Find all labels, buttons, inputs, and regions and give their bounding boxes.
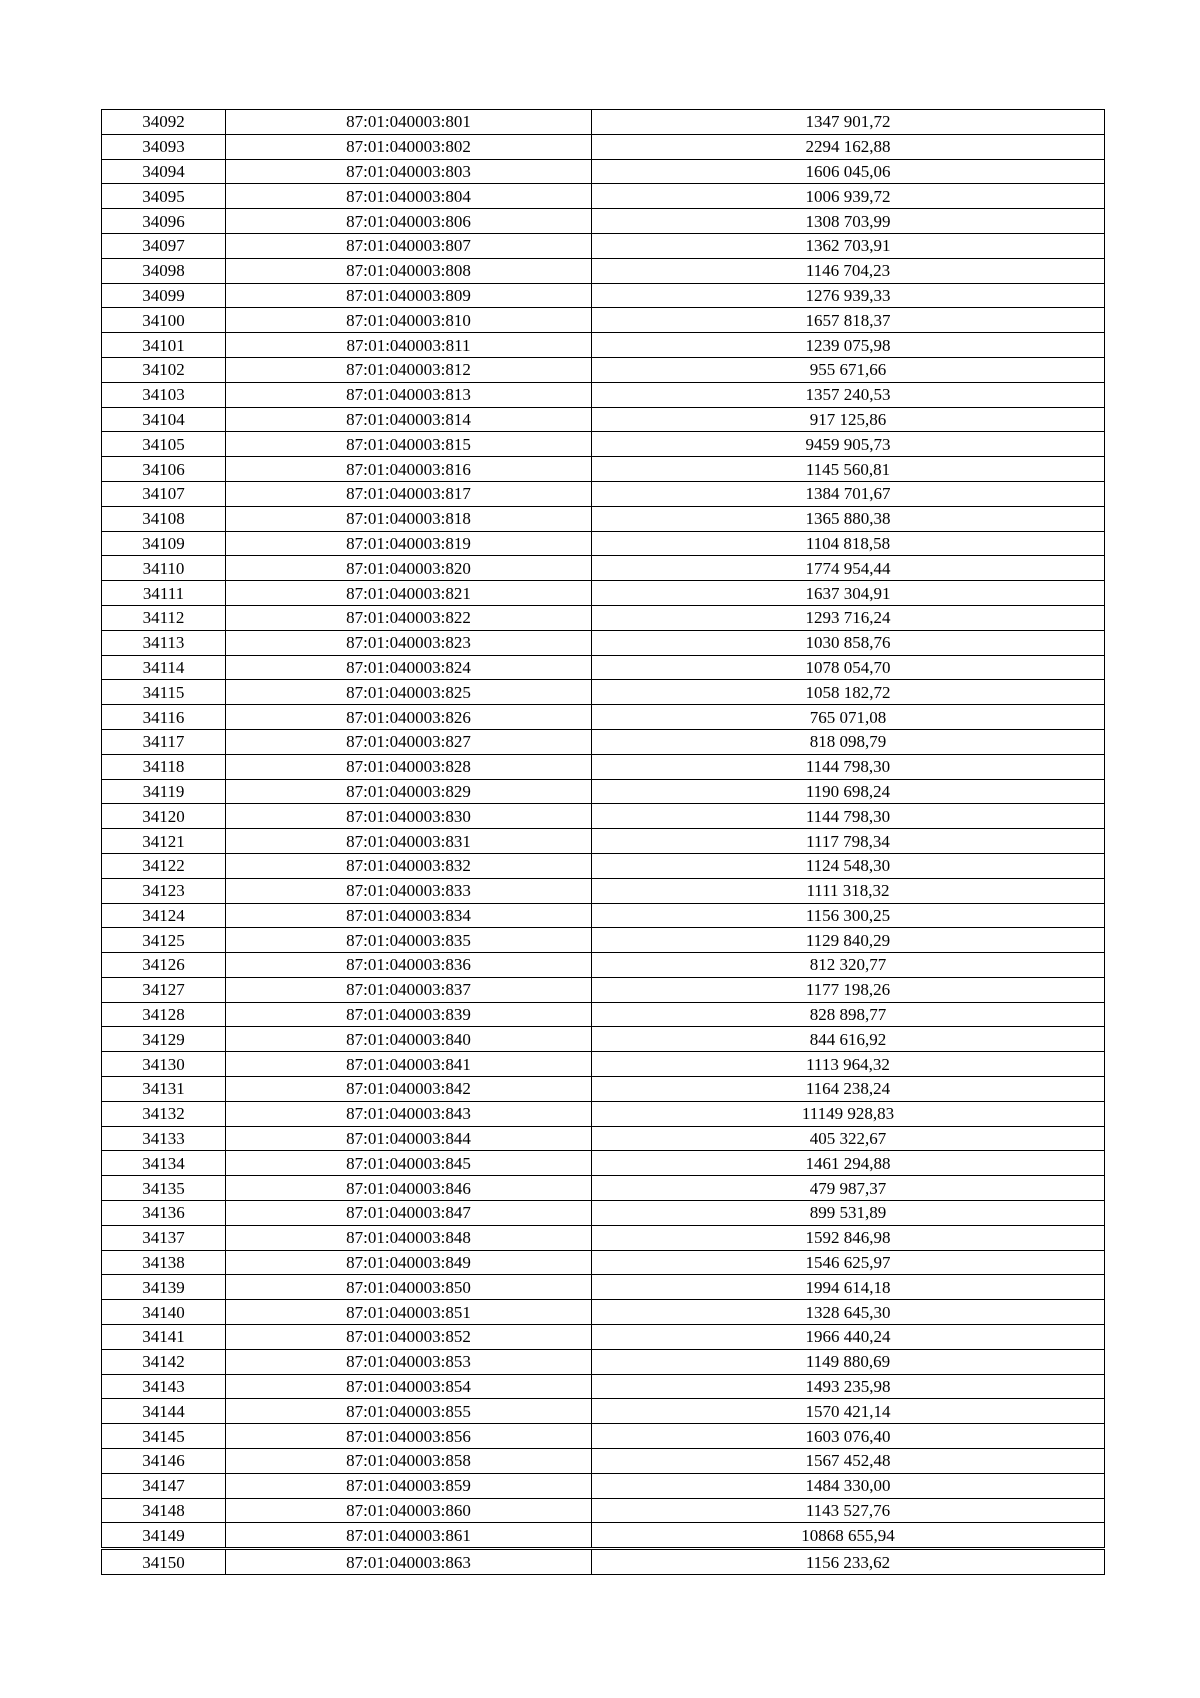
table-row xyxy=(102,1027,1105,1052)
cadastral-number-cell: 87:01:040003:843 xyxy=(226,1101,592,1126)
table-row xyxy=(102,1151,1105,1176)
row-number-cell: 34100 xyxy=(102,308,226,333)
table-row xyxy=(102,184,1105,209)
cadastral-number-cell: 87:01:040003:810 xyxy=(226,308,592,333)
cadastral-number-cell: 87:01:040003:823 xyxy=(226,630,592,655)
row-number-cell: 34140 xyxy=(102,1300,226,1325)
cadastral-value-cell: 1774 954,44 xyxy=(592,556,1105,581)
table-row xyxy=(102,630,1105,655)
row-number-cell: 34135 xyxy=(102,1176,226,1201)
row-number-cell: 34121 xyxy=(102,829,226,854)
table-row xyxy=(102,1424,1105,1449)
cadastral-number-cell: 87:01:040003:839 xyxy=(226,1002,592,1027)
cadastral-number-cell: 87:01:040003:818 xyxy=(226,506,592,531)
row-number-cell: 34150 xyxy=(102,1549,226,1575)
cadastral-number-cell: 87:01:040003:847 xyxy=(226,1201,592,1226)
table-row xyxy=(102,308,1105,333)
table-body xyxy=(102,110,1105,1575)
row-number-cell: 34108 xyxy=(102,506,226,531)
cadastral-value-cell: 1177 198,26 xyxy=(592,977,1105,1002)
cadastral-number-cell: 87:01:040003:815 xyxy=(226,432,592,457)
cadastral-value-cell: 1570 421,14 xyxy=(592,1399,1105,1424)
cadastral-number-cell: 87:01:040003:854 xyxy=(226,1374,592,1399)
table-row xyxy=(102,1523,1105,1549)
cadastral-value-cell: 1149 880,69 xyxy=(592,1349,1105,1374)
cadastral-value-cell: 1145 560,81 xyxy=(592,457,1105,482)
row-number-cell: 34111 xyxy=(102,581,226,606)
cadastral-number-cell: 87:01:040003:811 xyxy=(226,333,592,358)
cadastral-number-cell: 87:01:040003:828 xyxy=(226,754,592,779)
cadastral-value-cell: 1657 818,37 xyxy=(592,308,1105,333)
cadastral-number-cell: 87:01:040003:856 xyxy=(226,1424,592,1449)
cadastral-number-cell: 87:01:040003:819 xyxy=(226,531,592,556)
row-number-cell: 34144 xyxy=(102,1399,226,1424)
cadastral-number-cell: 87:01:040003:829 xyxy=(226,779,592,804)
cadastral-value-cell: 1637 304,91 xyxy=(592,581,1105,606)
table-row xyxy=(102,754,1105,779)
cadastral-number-cell: 87:01:040003:844 xyxy=(226,1126,592,1151)
cadastral-number-cell: 87:01:040003:809 xyxy=(226,283,592,308)
table-row xyxy=(102,357,1105,382)
cadastral-number-cell: 87:01:040003:813 xyxy=(226,382,592,407)
cadastral-value-cell: 1308 703,99 xyxy=(592,209,1105,234)
row-number-cell: 34127 xyxy=(102,977,226,1002)
cadastral-value-cell: 1104 818,58 xyxy=(592,531,1105,556)
table-row xyxy=(102,481,1105,506)
row-number-cell: 34137 xyxy=(102,1225,226,1250)
row-number-cell: 34096 xyxy=(102,209,226,234)
table-row xyxy=(102,1225,1105,1250)
cadastral-number-cell: 87:01:040003:858 xyxy=(226,1449,592,1474)
cadastral-number-cell: 87:01:040003:861 xyxy=(226,1523,592,1549)
row-number-cell: 34109 xyxy=(102,531,226,556)
cadastral-value-cell: 1078 054,70 xyxy=(592,655,1105,680)
row-number-cell: 34122 xyxy=(102,853,226,878)
table-row xyxy=(102,110,1105,135)
row-number-cell: 34103 xyxy=(102,382,226,407)
row-number-cell: 34113 xyxy=(102,630,226,655)
row-number-cell: 34114 xyxy=(102,655,226,680)
cadastral-number-cell: 87:01:040003:849 xyxy=(226,1250,592,1275)
cadastral-number-cell: 87:01:040003:860 xyxy=(226,1498,592,1523)
cadastral-value-cell: 1111 318,32 xyxy=(592,878,1105,903)
cadastral-value-cell: 1058 182,72 xyxy=(592,680,1105,705)
cadastral-value-cell: 1156 233,62 xyxy=(592,1549,1105,1575)
row-number-cell: 34119 xyxy=(102,779,226,804)
cadastral-number-cell: 87:01:040003:830 xyxy=(226,804,592,829)
table-row xyxy=(102,1473,1105,1498)
row-number-cell: 34116 xyxy=(102,705,226,730)
cadastral-value-cell: 1461 294,88 xyxy=(592,1151,1105,1176)
cadastral-number-cell: 87:01:040003:824 xyxy=(226,655,592,680)
table-row xyxy=(102,804,1105,829)
cadastral-value-cell: 1117 798,34 xyxy=(592,829,1105,854)
table-row xyxy=(102,680,1105,705)
cadastral-value-cell: 1006 939,72 xyxy=(592,184,1105,209)
table-row xyxy=(102,1498,1105,1523)
cadastral-value-cell: 1030 858,76 xyxy=(592,630,1105,655)
table-row xyxy=(102,1325,1105,1350)
table-row xyxy=(102,903,1105,928)
table-row xyxy=(102,729,1105,754)
cadastral-value-cell: 1190 698,24 xyxy=(592,779,1105,804)
cadastral-value-cell: 1606 045,06 xyxy=(592,159,1105,184)
cadastral-number-cell: 87:01:040003:804 xyxy=(226,184,592,209)
row-number-cell: 34132 xyxy=(102,1101,226,1126)
row-number-cell: 34102 xyxy=(102,357,226,382)
row-number-cell: 34143 xyxy=(102,1374,226,1399)
cadastral-value-cell: 1124 548,30 xyxy=(592,853,1105,878)
cadastral-value-cell: 1357 240,53 xyxy=(592,382,1105,407)
row-number-cell: 34101 xyxy=(102,333,226,358)
cadastral-number-cell: 87:01:040003:852 xyxy=(226,1325,592,1350)
table-row xyxy=(102,1374,1105,1399)
cadastral-number-cell: 87:01:040003:835 xyxy=(226,928,592,953)
table-row xyxy=(102,1549,1105,1575)
table-row xyxy=(102,1052,1105,1077)
row-number-cell: 34134 xyxy=(102,1151,226,1176)
cadastral-value-cell: 11149 928,83 xyxy=(592,1101,1105,1126)
row-number-cell: 34147 xyxy=(102,1473,226,1498)
row-number-cell: 34139 xyxy=(102,1275,226,1300)
table-row xyxy=(102,928,1105,953)
cadastral-value-cell: 10868 655,94 xyxy=(592,1523,1105,1549)
row-number-cell: 34107 xyxy=(102,481,226,506)
table-row xyxy=(102,1300,1105,1325)
table-row xyxy=(102,705,1105,730)
table-row xyxy=(102,382,1105,407)
row-number-cell: 34098 xyxy=(102,258,226,283)
row-number-cell: 34125 xyxy=(102,928,226,953)
table-row xyxy=(102,1349,1105,1374)
table-row xyxy=(102,506,1105,531)
cadastral-value-cell: 917 125,86 xyxy=(592,407,1105,432)
table-row xyxy=(102,1002,1105,1027)
row-number-cell: 34092 xyxy=(102,110,226,135)
row-number-cell: 34128 xyxy=(102,1002,226,1027)
cadastral-value-cell: 1365 880,38 xyxy=(592,506,1105,531)
cadastral-number-cell: 87:01:040003:863 xyxy=(226,1549,592,1575)
row-number-cell: 34145 xyxy=(102,1424,226,1449)
row-number-cell: 34146 xyxy=(102,1449,226,1474)
cadastral-value-cell: 1592 846,98 xyxy=(592,1225,1105,1250)
table-row xyxy=(102,432,1105,457)
cadastral-number-cell: 87:01:040003:812 xyxy=(226,357,592,382)
cadastral-number-cell: 87:01:040003:801 xyxy=(226,110,592,135)
cadastral-number-cell: 87:01:040003:851 xyxy=(226,1300,592,1325)
cadastral-value-cell: 1603 076,40 xyxy=(592,1424,1105,1449)
row-number-cell: 34131 xyxy=(102,1077,226,1102)
cadastral-number-cell: 87:01:040003:859 xyxy=(226,1473,592,1498)
row-number-cell: 34105 xyxy=(102,432,226,457)
cadastral-value-cell: 1384 701,67 xyxy=(592,481,1105,506)
cadastral-number-cell: 87:01:040003:816 xyxy=(226,457,592,482)
table-row xyxy=(102,1275,1105,1300)
cadastral-value-cell: 1239 075,98 xyxy=(592,333,1105,358)
cadastral-value-cell: 1966 440,24 xyxy=(592,1325,1105,1350)
row-number-cell: 34095 xyxy=(102,184,226,209)
table-row xyxy=(102,556,1105,581)
cadastral-value-cell: 405 322,67 xyxy=(592,1126,1105,1151)
cadastral-number-cell: 87:01:040003:833 xyxy=(226,878,592,903)
table-row xyxy=(102,1250,1105,1275)
row-number-cell: 34118 xyxy=(102,754,226,779)
cadastral-number-cell: 87:01:040003:822 xyxy=(226,605,592,630)
cadastral-value-cell: 765 071,08 xyxy=(592,705,1105,730)
cadastral-value-cell: 1146 704,23 xyxy=(592,258,1105,283)
table-row xyxy=(102,853,1105,878)
table-row xyxy=(102,233,1105,258)
table-row xyxy=(102,159,1105,184)
cadastral-number-cell: 87:01:040003:820 xyxy=(226,556,592,581)
cadastral-number-cell: 87:01:040003:855 xyxy=(226,1399,592,1424)
cadastral-number-cell: 87:01:040003:803 xyxy=(226,159,592,184)
cadastral-value-table xyxy=(101,109,1105,1575)
table-row xyxy=(102,655,1105,680)
cadastral-number-cell: 87:01:040003:846 xyxy=(226,1176,592,1201)
table-row xyxy=(102,779,1105,804)
cadastral-number-cell: 87:01:040003:802 xyxy=(226,134,592,159)
cadastral-number-cell: 87:01:040003:831 xyxy=(226,829,592,854)
row-number-cell: 34115 xyxy=(102,680,226,705)
cadastral-value-cell: 1293 716,24 xyxy=(592,605,1105,630)
cadastral-number-cell: 87:01:040003:850 xyxy=(226,1275,592,1300)
row-number-cell: 34099 xyxy=(102,283,226,308)
cadastral-value-cell: 1143 527,76 xyxy=(592,1498,1105,1523)
row-number-cell: 34141 xyxy=(102,1325,226,1350)
row-number-cell: 34138 xyxy=(102,1250,226,1275)
cadastral-value-cell: 479 987,37 xyxy=(592,1176,1105,1201)
table-row xyxy=(102,209,1105,234)
row-number-cell: 34133 xyxy=(102,1126,226,1151)
row-number-cell: 34112 xyxy=(102,605,226,630)
cadastral-value-cell: 1276 939,33 xyxy=(592,283,1105,308)
cadastral-number-cell: 87:01:040003:836 xyxy=(226,953,592,978)
table-row xyxy=(102,1126,1105,1151)
cadastral-number-cell: 87:01:040003:848 xyxy=(226,1225,592,1250)
cadastral-number-cell: 87:01:040003:840 xyxy=(226,1027,592,1052)
cadastral-value-cell: 1362 703,91 xyxy=(592,233,1105,258)
cadastral-number-cell: 87:01:040003:808 xyxy=(226,258,592,283)
cadastral-number-cell: 87:01:040003:845 xyxy=(226,1151,592,1176)
cadastral-number-cell: 87:01:040003:837 xyxy=(226,977,592,1002)
cadastral-value-cell: 1328 645,30 xyxy=(592,1300,1105,1325)
cadastral-value-cell: 1994 614,18 xyxy=(592,1275,1105,1300)
cadastral-value-cell: 9459 905,73 xyxy=(592,432,1105,457)
row-number-cell: 34123 xyxy=(102,878,226,903)
cadastral-value-cell: 1113 964,32 xyxy=(592,1052,1105,1077)
cadastral-number-cell: 87:01:040003:842 xyxy=(226,1077,592,1102)
cadastral-number-cell: 87:01:040003:806 xyxy=(226,209,592,234)
row-number-cell: 34148 xyxy=(102,1498,226,1523)
cadastral-number-cell: 87:01:040003:825 xyxy=(226,680,592,705)
cadastral-value-cell: 812 320,77 xyxy=(592,953,1105,978)
row-number-cell: 34097 xyxy=(102,233,226,258)
cadastral-value-cell: 1144 798,30 xyxy=(592,804,1105,829)
cadastral-value-cell: 1144 798,30 xyxy=(592,754,1105,779)
cadastral-number-cell: 87:01:040003:817 xyxy=(226,481,592,506)
cadastral-value-cell: 1493 235,98 xyxy=(592,1374,1105,1399)
table-row xyxy=(102,953,1105,978)
cadastral-value-cell: 1156 300,25 xyxy=(592,903,1105,928)
row-number-cell: 34142 xyxy=(102,1349,226,1374)
cadastral-number-cell: 87:01:040003:814 xyxy=(226,407,592,432)
row-number-cell: 34130 xyxy=(102,1052,226,1077)
table-row xyxy=(102,457,1105,482)
cadastral-value-cell: 1164 238,24 xyxy=(592,1077,1105,1102)
table-row xyxy=(102,1399,1105,1424)
table-row xyxy=(102,1201,1105,1226)
cadastral-value-cell: 1129 840,29 xyxy=(592,928,1105,953)
table-row xyxy=(102,605,1105,630)
row-number-cell: 34126 xyxy=(102,953,226,978)
cadastral-number-cell: 87:01:040003:832 xyxy=(226,853,592,878)
table-row xyxy=(102,258,1105,283)
cadastral-number-cell: 87:01:040003:826 xyxy=(226,705,592,730)
row-number-cell: 34136 xyxy=(102,1201,226,1226)
table-row xyxy=(102,977,1105,1002)
cadastral-number-cell: 87:01:040003:834 xyxy=(226,903,592,928)
row-number-cell: 34120 xyxy=(102,804,226,829)
cadastral-value-cell: 2294 162,88 xyxy=(592,134,1105,159)
row-number-cell: 34124 xyxy=(102,903,226,928)
cadastral-value-cell: 844 616,92 xyxy=(592,1027,1105,1052)
table-row xyxy=(102,1101,1105,1126)
cadastral-number-cell: 87:01:040003:841 xyxy=(226,1052,592,1077)
row-number-cell: 34106 xyxy=(102,457,226,482)
table-row xyxy=(102,134,1105,159)
cadastral-value-cell: 828 898,77 xyxy=(592,1002,1105,1027)
row-number-cell: 34110 xyxy=(102,556,226,581)
row-number-cell: 34104 xyxy=(102,407,226,432)
table-row xyxy=(102,1176,1105,1201)
cadastral-value-cell: 1347 901,72 xyxy=(592,110,1105,135)
row-number-cell: 34149 xyxy=(102,1523,226,1549)
cadastral-number-cell: 87:01:040003:807 xyxy=(226,233,592,258)
row-number-cell: 34129 xyxy=(102,1027,226,1052)
table-row xyxy=(102,581,1105,606)
cadastral-value-cell: 818 098,79 xyxy=(592,729,1105,754)
table-row xyxy=(102,333,1105,358)
cadastral-number-cell: 87:01:040003:853 xyxy=(226,1349,592,1374)
table-row xyxy=(102,878,1105,903)
row-number-cell: 34093 xyxy=(102,134,226,159)
table-row xyxy=(102,407,1105,432)
cadastral-value-cell: 955 671,66 xyxy=(592,357,1105,382)
row-number-cell: 34094 xyxy=(102,159,226,184)
cadastral-value-cell: 1546 625,97 xyxy=(592,1250,1105,1275)
table-row xyxy=(102,1077,1105,1102)
cadastral-value-cell: 1484 330,00 xyxy=(592,1473,1105,1498)
table-row xyxy=(102,531,1105,556)
table-row xyxy=(102,829,1105,854)
cadastral-number-cell: 87:01:040003:827 xyxy=(226,729,592,754)
table-row xyxy=(102,1449,1105,1474)
row-number-cell: 34117 xyxy=(102,729,226,754)
cadastral-number-cell: 87:01:040003:821 xyxy=(226,581,592,606)
table-row xyxy=(102,283,1105,308)
cadastral-value-cell: 899 531,89 xyxy=(592,1201,1105,1226)
cadastral-value-cell: 1567 452,48 xyxy=(592,1449,1105,1474)
